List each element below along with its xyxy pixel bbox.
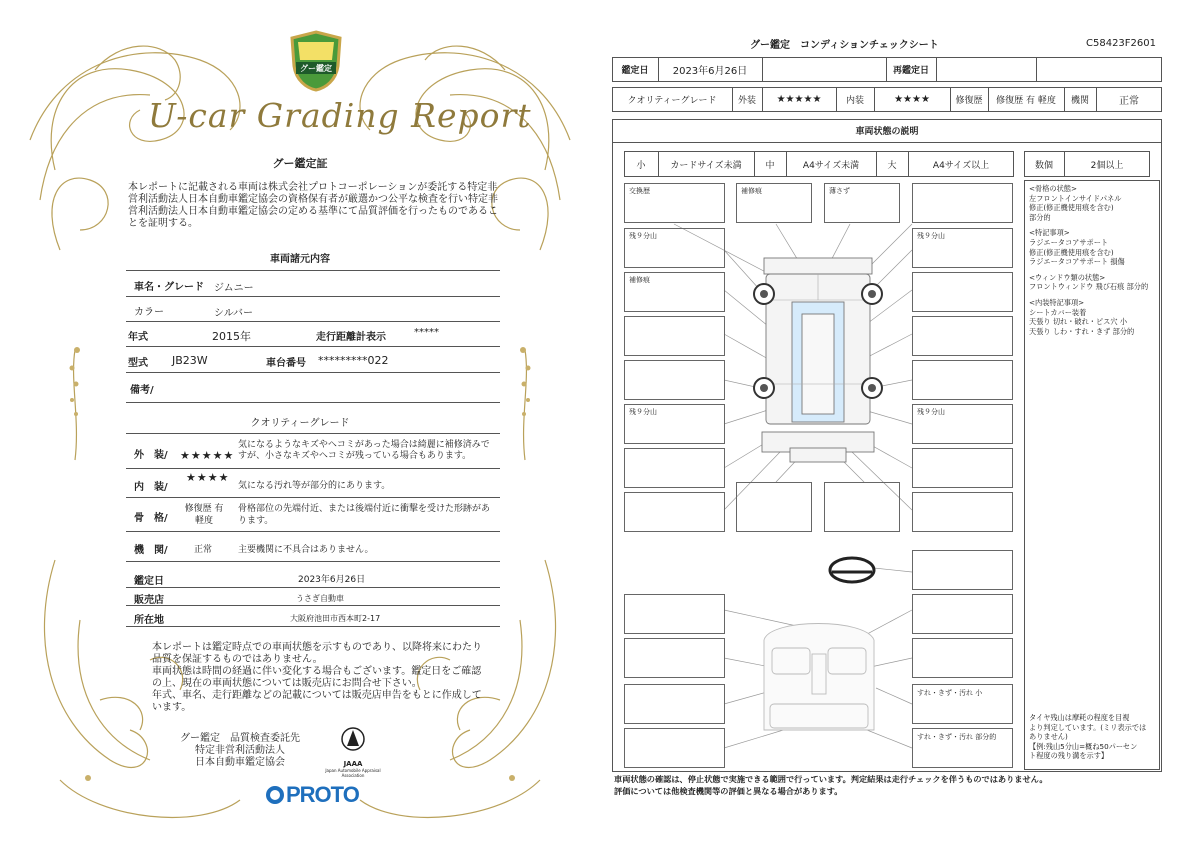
certificate-title: グー鑑定証 bbox=[272, 157, 328, 170]
address-label: 所在地 bbox=[134, 615, 164, 626]
count-label: 数個 bbox=[1034, 160, 1053, 171]
damage-box-thin-scratch: 薄さず bbox=[824, 183, 900, 223]
damage-box bbox=[912, 594, 1013, 634]
badge-label: グー鑑定 bbox=[300, 64, 332, 73]
damage-box bbox=[624, 638, 725, 678]
tire-note-line: ト程度の残り溝を示す】 bbox=[1029, 751, 1109, 761]
dealer-value: うさぎ自動車 bbox=[296, 594, 344, 603]
appraisal-date-label: 鑑定日 bbox=[134, 576, 164, 587]
note-line: ラジエータコアサポート bbox=[1029, 237, 1109, 247]
size-small-desc: カードサイズ未満 bbox=[670, 160, 742, 171]
damage-box-repair: 補修痕 bbox=[624, 272, 725, 312]
engine-value: 正常 bbox=[1119, 96, 1139, 107]
issuer-block bbox=[170, 733, 310, 769]
interior-label: 内装 bbox=[845, 96, 864, 106]
footer-line: 車両状態は時間の経過に伴い変化する場合もございます。鑑定日をご確認の上、現在の車両状態については販売店にお問合せ下さい。 bbox=[152, 666, 482, 689]
model-value: JB23W bbox=[172, 354, 208, 367]
note-line: <特記事項> bbox=[1029, 228, 1070, 238]
script-title: U-car Grading Report bbox=[148, 96, 532, 135]
footer-line: 本レポートは鑑定時点での車両状態を示すものであり、以降将来にわたり品質を保証するものではありません。 bbox=[152, 642, 482, 665]
damage-box bbox=[912, 272, 1013, 312]
size-medium-desc: A4サイズ未満 bbox=[802, 160, 860, 171]
tire-note-line: 【例:残山5分山=概ね50パーセン bbox=[1029, 741, 1138, 751]
count-value: 2個以上 bbox=[1090, 160, 1124, 171]
damage-box bbox=[624, 594, 725, 634]
exterior-label: 外装 bbox=[737, 96, 756, 106]
note-line: <内装特記事項> bbox=[1029, 297, 1085, 307]
note-line: 左フロントインサイドパネル bbox=[1029, 193, 1122, 203]
damage-box bbox=[912, 638, 1013, 678]
issuer-line: グー鑑定 品質検査委託先 bbox=[180, 733, 300, 744]
damage-box bbox=[912, 183, 1013, 223]
date-label: 鑑定日 bbox=[621, 66, 649, 76]
note-line: 天張り 切れ・破れ・ピス穴 小 bbox=[1029, 317, 1128, 327]
damage-box bbox=[624, 492, 725, 532]
note-line: 部分的 bbox=[1029, 212, 1051, 222]
damage-box-exchange: 交換歴 bbox=[624, 183, 725, 223]
damage-box bbox=[912, 316, 1013, 356]
damage-box-tire-rear-right: 残９分山 bbox=[912, 404, 1013, 444]
issuer-line: 特定非営利活動法人 bbox=[195, 745, 285, 756]
table-divider bbox=[126, 605, 500, 606]
table-divider bbox=[126, 531, 500, 532]
section-title: 車両状態の説明 bbox=[612, 119, 1162, 143]
certificate-footer bbox=[152, 642, 482, 714]
exterior-stars: ★★★★★ bbox=[776, 94, 822, 105]
damage-box bbox=[624, 728, 725, 768]
mileage-label: 走行距離計表示 bbox=[316, 332, 386, 343]
table-divider bbox=[126, 468, 500, 469]
jaaa-logo bbox=[318, 726, 388, 778]
proto-logo-text: PROTO bbox=[286, 782, 359, 807]
interior-description: 気になる汚れ等が部分的にあります。 bbox=[238, 481, 391, 491]
note-line: 修正(修正機使用痕を含む) bbox=[1029, 203, 1114, 213]
exterior-description: 気になるようなキズやヘコミがあった場合は綺麗に補修済みですが、小さなキズやヘコミが残っている場合もあります。 bbox=[238, 440, 490, 461]
recheck-date-label: 再鑑定日 bbox=[892, 66, 929, 76]
chassis-value: *********022 bbox=[318, 354, 389, 367]
interior-stars: ★★★★ bbox=[894, 94, 930, 105]
exterior-stars: ★★★★★ bbox=[180, 449, 235, 462]
size-large: 大 bbox=[887, 160, 897, 171]
dealer-label: 販売店 bbox=[134, 595, 164, 606]
size-medium: 中 bbox=[765, 160, 775, 171]
car-name-label: 車名・グレード bbox=[134, 282, 204, 293]
proto-mark-icon bbox=[266, 786, 284, 804]
tire-note-line: より判定しています。(ミリ表示では bbox=[1029, 722, 1147, 732]
certificate-intro: 本レポートに記載される車両は株式会社プロトコーポレーションが委託する特定非営利活動法人日本自動車鑑定協会の資格保有者が厳選かつ公平な検査を行い特定非営利活動法人日本自動車鑑定協会の定める基準にて品質評価を行ったものであることを証明する。 bbox=[128, 182, 498, 229]
frame-description: 骨格部位の先端付近、または後端付近に衝撃を受けた形跡があります。 bbox=[238, 504, 491, 526]
chassis-label: 車台番号 bbox=[266, 358, 306, 369]
engine-description: 主要機関に不具合はありません。 bbox=[238, 545, 374, 555]
address-value: 大阪府池田市西本町2-17 bbox=[290, 614, 381, 623]
jaaa-emblem-icon bbox=[340, 726, 366, 756]
damage-box-steering bbox=[912, 550, 1013, 590]
engine-value: 正常 bbox=[194, 545, 213, 555]
shield-icon bbox=[288, 30, 344, 92]
repair-history-value: 修復歴 有 軽度 bbox=[996, 96, 1056, 106]
note-line: <骨格の状態> bbox=[1029, 184, 1077, 193]
jaaa-name: Japan Automobile Appraisal Association bbox=[325, 768, 381, 778]
damage-box bbox=[624, 684, 725, 724]
disclaimer-line: 評価については他検査機関等の評価と異なる場合があります。 bbox=[614, 786, 843, 796]
damage-box bbox=[912, 360, 1013, 400]
appraisal-date-value: 2023年6月26日 bbox=[298, 575, 366, 585]
quality-grade-label: クオリティーグレード bbox=[627, 96, 717, 106]
sheet-id: C58423F2601 bbox=[1086, 38, 1156, 49]
damage-box-tire-front-left: 残９分山 bbox=[624, 228, 725, 268]
table-divider bbox=[126, 587, 500, 588]
color-label: カラー bbox=[134, 307, 164, 318]
damage-box-tire-rear-left: 残９分山 bbox=[624, 404, 725, 444]
mileage-value: ***** bbox=[414, 327, 439, 338]
interior-stars: ★★★★ bbox=[186, 471, 230, 484]
engine-label: 機関 bbox=[1070, 96, 1089, 106]
table-divider bbox=[126, 626, 500, 627]
color-value: シルバー bbox=[214, 308, 254, 319]
frame-label: 骨 格/ bbox=[134, 513, 168, 524]
damage-box-repair-top: 補修痕 bbox=[736, 183, 812, 223]
damage-box-tire-front-right: 残９分山 bbox=[912, 228, 1013, 268]
year-value: 2015年 bbox=[212, 330, 251, 343]
quality-heading: クオリティーグレード bbox=[250, 418, 350, 429]
table-divider bbox=[126, 372, 500, 373]
damage-box bbox=[624, 448, 725, 488]
note-line: ラジエータコアサポート 損傷 bbox=[1029, 257, 1125, 267]
condition-check-sheet bbox=[600, 0, 1200, 848]
damage-box bbox=[912, 492, 1013, 532]
damage-box bbox=[912, 448, 1013, 488]
note-line: フロントウィンドウ 飛び石痕 部分的 bbox=[1029, 282, 1149, 292]
sheet-title: グー鑑定 コンディションチェックシート bbox=[750, 40, 939, 51]
proto-logo bbox=[266, 782, 359, 808]
table-divider bbox=[126, 270, 500, 271]
table-divider bbox=[126, 321, 500, 322]
table-divider bbox=[126, 497, 500, 498]
table-divider bbox=[126, 433, 500, 434]
footer-line: 年式、車名、走行距離などの記載については販売店申告をもとに作成しています。 bbox=[152, 690, 482, 713]
table-divider bbox=[126, 402, 500, 403]
note-line: 天張り しわ・すれ・きず 部分的 bbox=[1029, 326, 1135, 336]
damage-box bbox=[624, 316, 725, 356]
damage-box bbox=[824, 482, 900, 532]
disclaimer-line: 車両状態の確認は、停止状態で実施できる範囲で行っています。判定結果は走行チェックを伴うものではありません。 bbox=[614, 774, 1048, 784]
damage-box-seat-rear: すれ・きず・汚れ 部分的 bbox=[912, 728, 1013, 768]
tire-note-line: タイヤ残山は摩耗の程度を目視 bbox=[1029, 713, 1130, 722]
repair-history-label: 修復歴 bbox=[955, 96, 983, 106]
damage-box bbox=[736, 482, 812, 532]
tire-note bbox=[1029, 713, 1157, 761]
year-label: 年式 bbox=[128, 332, 148, 343]
remarks-label: 備考/ bbox=[130, 385, 154, 396]
note-line: 修正(修正機使用痕を含む) bbox=[1029, 247, 1114, 257]
model-label: 型式 bbox=[128, 358, 148, 369]
jaaa-mark: JAAA bbox=[343, 760, 363, 768]
interior-label: 内 装/ bbox=[134, 482, 168, 493]
frame-value: 修復歴 有 軽度 bbox=[184, 504, 224, 526]
size-small: 小 bbox=[636, 160, 646, 171]
damage-box bbox=[624, 360, 725, 400]
table-divider bbox=[126, 561, 500, 562]
note-line: <ウィンドウ類の状態> bbox=[1029, 272, 1106, 282]
spec-heading: 車両諸元内容 bbox=[270, 254, 330, 265]
table-divider bbox=[126, 296, 500, 297]
issuer-line: 日本自動車鑑定協会 bbox=[195, 757, 285, 768]
date-value: 2023年6月26日 bbox=[672, 66, 748, 77]
table-divider bbox=[126, 346, 500, 347]
damage-box-seat-front: すれ・きず・汚れ 小 bbox=[912, 684, 1013, 724]
size-large-desc: A4サイズ以上 bbox=[932, 160, 990, 171]
engine-label: 機 関/ bbox=[134, 545, 168, 556]
condition-notes bbox=[1024, 180, 1160, 770]
exterior-label: 外 装/ bbox=[134, 450, 168, 461]
car-name-value: ジムニー bbox=[214, 283, 254, 294]
note-line: シートカバー装着 bbox=[1029, 307, 1087, 317]
tire-note-line: ありません) bbox=[1029, 732, 1068, 742]
goo-kantei-badge bbox=[288, 30, 344, 92]
